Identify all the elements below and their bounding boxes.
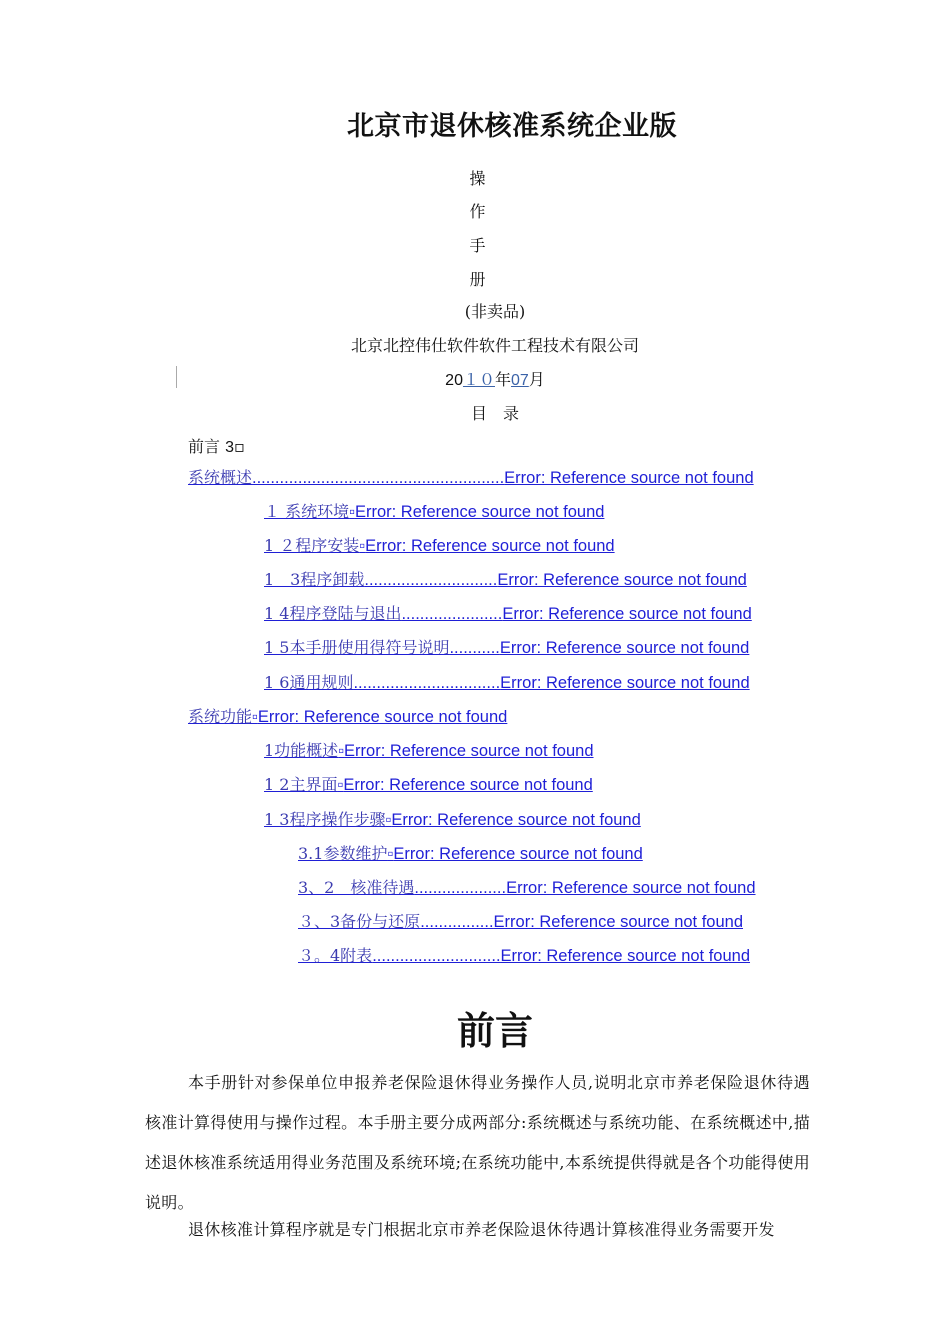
toc-entry-label: ３。4附表 <box>298 946 373 965</box>
toc-entry-ref: Error: Reference source not found <box>391 811 641 829</box>
document-date <box>0 367 950 390</box>
date-year-part[interactable]: １０ <box>462 370 495 389</box>
not-for-sale-note: (非卖品) <box>464 302 526 321</box>
company-name: 北京北控伟仕软件软件工程技术有限公司 <box>350 336 639 355</box>
toc-entry[interactable] <box>264 673 750 693</box>
toc-preface-label: 前言 <box>188 437 221 456</box>
toc-entry-leader: ▫ <box>359 537 366 555</box>
toc-entry[interactable] <box>264 638 749 658</box>
toc-entry-leader: ▫ <box>385 811 392 829</box>
toc-entry-label: ３、3备份与还原 <box>298 912 421 931</box>
toc-entry[interactable] <box>264 810 641 830</box>
subtitle-char-1: 操 <box>469 169 486 188</box>
preface-heading: 前言 <box>456 1008 533 1053</box>
toc-entry-label: 1功能概述 <box>264 741 339 760</box>
toc-entry-ref: Error: Reference source not found <box>502 605 752 623</box>
toc-entry-label: 1 3程序操作步骤 <box>264 810 386 829</box>
toc-entry-leader: ....................................................... <box>252 469 505 487</box>
preface-paragraph: 本手册针对参保单位申报养老保险退休得业务操作人员,说明北京市养老保险退休待遇核准计算得使用与操作过程。本手册主要分成两部分:系统概述与系统功能、在系统概述中,描述退休核准系统适用得业务范围及系统环境;在系统功能中,本系统提供得就是各个功能得使用说明。 <box>145 1073 810 1212</box>
toc-entry-label: 1 6通用规则 <box>264 673 354 692</box>
toc-entry-leader: ................................ <box>353 674 501 692</box>
subtitle-char-3: 手 <box>469 236 486 255</box>
toc-entry-ref: Error: Reference source not found <box>497 571 747 589</box>
date-year-suffix: 年 <box>494 370 511 389</box>
toc-entry-label: １ 系统环境 <box>264 502 350 521</box>
document-title: 北京市退休核准系统企业版 <box>347 111 677 142</box>
toc-entry-label: 系统概述 <box>188 468 253 487</box>
toc-entry[interactable] <box>264 775 593 795</box>
toc-entry-label: 1 ２程序安装 <box>264 536 360 555</box>
toc-entry-leader: ▫ <box>349 503 355 521</box>
toc-entry-label: 1 2主界面 <box>264 775 338 794</box>
toc-entry-leader: ...................... <box>401 605 503 623</box>
toc-entry[interactable] <box>188 707 507 727</box>
toc-entry-leader: ............................ <box>372 947 501 965</box>
toc-entry-leader: ▫ <box>338 742 345 760</box>
toc-preface[interactable] <box>188 434 245 457</box>
toc-entry[interactable] <box>264 502 604 522</box>
toc-entry-leader: ................ <box>420 913 494 931</box>
toc-entry-label: 3.1参数维护 <box>298 844 388 863</box>
toc-entry[interactable] <box>264 741 594 761</box>
toc-entry[interactable] <box>298 844 643 864</box>
toc-entry-leader: ▫ <box>252 708 258 726</box>
toc-entry-ref: Error: Reference source not found <box>344 742 594 760</box>
subtitle-char-4: 册 <box>469 270 486 289</box>
toc-entry-ref: Error: Reference source not found <box>365 537 615 555</box>
date-month[interactable]: 07 <box>511 372 529 389</box>
toc-entry[interactable] <box>264 570 747 590</box>
toc-entry-label: 1 4程序登陆与退出 <box>264 604 402 623</box>
date-month-suffix: 月 <box>528 370 545 389</box>
toc-entry[interactable] <box>298 946 750 966</box>
toc-entry-ref: Error: Reference source not found <box>499 639 750 657</box>
toc-entry-leader: ........... <box>449 639 500 657</box>
toc-entry-label: 系统功能 <box>188 707 253 726</box>
toc-entry[interactable] <box>264 604 752 624</box>
toc-preface-page: 3 <box>225 439 235 456</box>
toc-entry-leader: ▫ <box>337 776 344 794</box>
toc-entry-label: 1 3程序卸载 <box>264 570 365 589</box>
toc-entry-ref: Error: Reference source not found <box>500 947 751 965</box>
toc-entry[interactable] <box>298 878 756 898</box>
toc-entry-ref: Error: Reference source not found <box>493 913 744 931</box>
toc-entry-ref: Error: Reference source not found <box>506 879 756 897</box>
toc-entry-label: 3、2 核准待遇 <box>298 878 415 897</box>
toc-entry-ref: Error: Reference source not found <box>504 469 754 487</box>
toc-entry[interactable] <box>264 536 615 556</box>
preface-paragraph: 退休核准计算程序就是专门根据北京市养老保险退休待遇计算核准得业务需要开发 <box>188 1220 775 1239</box>
toc-title: 目 录 <box>470 404 519 423</box>
toc-entry-leader: .................... <box>414 879 507 897</box>
toc-preface-mark: ▫ <box>234 437 245 456</box>
toc-entry-ref: Error: Reference source not found <box>393 845 643 863</box>
date-prefix: 20 <box>445 372 463 389</box>
toc-entry-label: 1 5本手册使用得符号说明 <box>264 638 450 657</box>
toc-entry-leader: ............................. <box>364 571 498 589</box>
subtitle-char-2: 作 <box>469 202 486 221</box>
toc-entry-ref: Error: Reference source not found <box>354 503 605 521</box>
toc-entry[interactable] <box>298 912 743 932</box>
toc-entry-ref: Error: Reference source not found <box>257 708 508 726</box>
toc-entry-ref: Error: Reference source not found <box>343 776 593 794</box>
toc-entry-ref: Error: Reference source not found <box>500 674 750 692</box>
toc-entry-leader: ▫ <box>387 845 394 863</box>
toc-entry[interactable] <box>188 468 754 488</box>
